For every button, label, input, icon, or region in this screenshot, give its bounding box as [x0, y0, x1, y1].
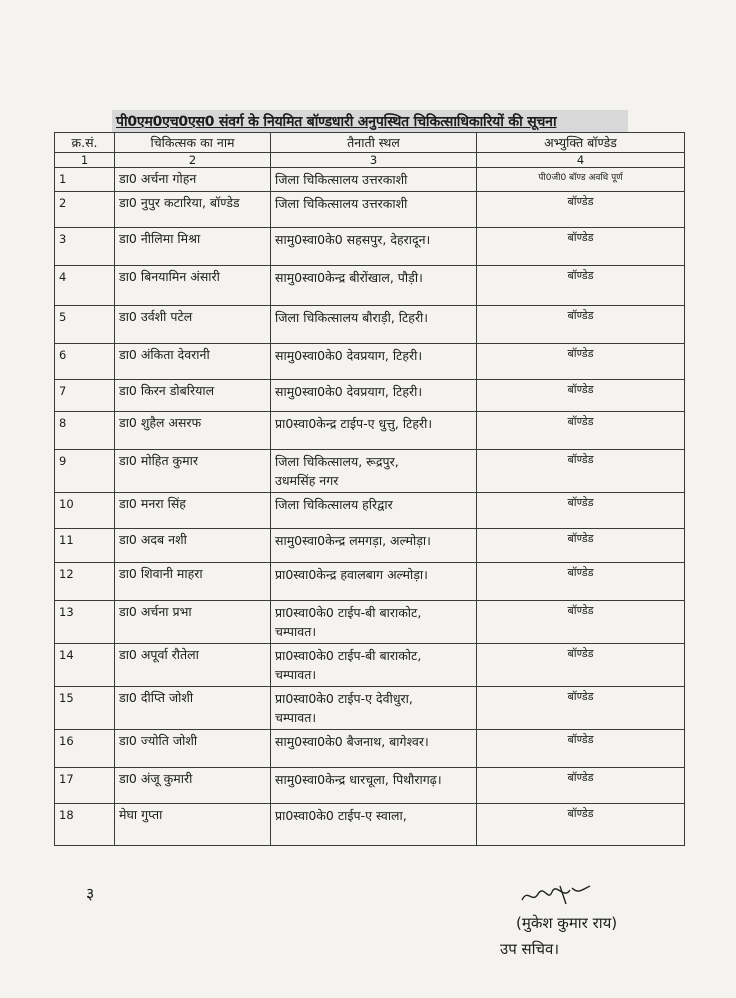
serial-cell: 7 [55, 380, 115, 412]
table-row [55, 687, 685, 730]
table-row [55, 380, 685, 412]
serial-cell: 15 [55, 687, 115, 730]
serial-cell: 11 [55, 529, 115, 563]
posting-cell [271, 306, 477, 344]
serial-cell: 18 [55, 804, 115, 846]
signatory-designation: उप सचिव। [500, 940, 560, 958]
status-cell: बॉण्डेड [477, 192, 685, 228]
serial-cell: 6 [55, 344, 115, 380]
table-header-row [55, 133, 685, 153]
posting-line: प्रा0स्वा0के0 टाईप-ए स्वाला, [275, 808, 407, 823]
posting-line: जिला चिकित्सालय बौराड़ी, टिहरी। [275, 310, 429, 325]
table-row [55, 228, 685, 266]
table-row [55, 344, 685, 380]
posting-line: सामु0स्वा0केन्द्र बीरोंखाल, पौड़ी। [275, 270, 423, 285]
serial-cell: 3 [55, 228, 115, 266]
header-remark: अभ्युक्ति बॉण्डेड [477, 133, 685, 153]
posting-line: जिला चिकित्सालय, रूद्रपुर, [275, 454, 399, 469]
serial-cell: 8 [55, 412, 115, 450]
column-number: 2 [115, 153, 271, 168]
posting-cell [271, 563, 477, 601]
doctor-name-cell: डा0 ज्योति जोशी [115, 730, 271, 768]
posting-line: जिला चिकित्सालय उत्तरकाशी [275, 172, 408, 187]
header-posting-place: तैनाती स्थल [271, 133, 477, 153]
posting-line: जिला चिकित्सालय हरिद्वार [275, 497, 393, 512]
doctor-name-cell: डा0 उर्वशी पटेल [115, 306, 271, 344]
serial-cell: 14 [55, 644, 115, 687]
table-row [55, 730, 685, 768]
table-row [55, 192, 685, 228]
serial-cell: 9 [55, 450, 115, 493]
table-row [55, 412, 685, 450]
posting-cell [271, 493, 477, 529]
posting-cell [271, 601, 477, 644]
doctor-name-cell: डा0 अर्चना प्रभा [115, 601, 271, 644]
table-row [55, 601, 685, 644]
posting-line: सामु0स्वा0केन्द्र लमगड़ा, अल्मोड़ा। [275, 533, 431, 548]
column-number: 4 [477, 153, 685, 168]
table-row [55, 563, 685, 601]
doctor-name-cell: डा0 दीप्ति जोशी [115, 687, 271, 730]
status-cell: बॉण्डेड [477, 529, 685, 563]
serial-cell: 17 [55, 768, 115, 804]
posting-line: सामु0स्वा0के0 सहसपुर, देहरादून। [275, 232, 431, 247]
status-cell: बॉण्डेड [477, 768, 685, 804]
table-row [55, 768, 685, 804]
posting-cell [271, 228, 477, 266]
column-number: 1 [55, 153, 115, 168]
doctor-name-cell: डा0 मोहित कुमार [115, 450, 271, 493]
column-number-row [55, 153, 685, 168]
posting-cell [271, 344, 477, 380]
status-cell: बॉण्डेड [477, 228, 685, 266]
doctor-name-cell: डा0 नीलिमा मिश्रा [115, 228, 271, 266]
doctor-name-cell: डा0 अपूर्वा रौतेला [115, 644, 271, 687]
table-row [55, 804, 685, 846]
doctor-name-cell: डा0 शिवानी माहरा [115, 563, 271, 601]
posting-cell [271, 168, 477, 192]
serial-cell: 4 [55, 266, 115, 306]
header-doctor-name: चिकित्सक का नाम [115, 133, 271, 153]
status-cell: बॉण्डेड [477, 450, 685, 493]
column-number: 3 [271, 153, 477, 168]
serial-cell: 10 [55, 493, 115, 529]
table-row [55, 306, 685, 344]
status-cell: बॉण्डेड [477, 412, 685, 450]
posting-line: प्रा0स्वा0के0 टाईप-ए देवीधुरा, [275, 691, 413, 706]
posting-line: सामु0स्वा0केन्द्र धारचूला, पिथौरागढ़। [275, 772, 442, 787]
serial-cell: 12 [55, 563, 115, 601]
serial-cell: 5 [55, 306, 115, 344]
posting-line: चम्पावत। [275, 667, 317, 682]
table-row [55, 493, 685, 529]
serial-cell: 1 [55, 168, 115, 192]
posting-cell [271, 687, 477, 730]
posting-line: उधमसिंह नगर [275, 473, 339, 488]
status-cell: बॉण्डेड [477, 730, 685, 768]
status-cell: बॉण्डेड [477, 687, 685, 730]
doctor-name-cell: डा0 नुपुर कटारिया, बॉण्डेड [115, 192, 271, 228]
posting-line: जिला चिकित्सालय उत्तरकाशी [275, 196, 408, 211]
status-cell: बॉण्डेड [477, 601, 685, 644]
status-cell: बॉण्डेड [477, 563, 685, 601]
posting-cell [271, 804, 477, 846]
doctor-name-cell: डा0 शुहैल असरफ [115, 412, 271, 450]
status-cell: बॉण्डेड [477, 804, 685, 846]
table-row [55, 529, 685, 563]
doctor-name-cell: मेघा गुप्ता [115, 804, 271, 846]
posting-cell [271, 266, 477, 306]
status-cell: बॉण्डेड [477, 380, 685, 412]
signature-scribble [520, 882, 596, 908]
doctor-name-cell: डा0 अर्चना गोहन [115, 168, 271, 192]
posting-line: सामु0स्वा0के0 देवप्रयाग, टिहरी। [275, 348, 423, 363]
table-row [55, 450, 685, 493]
table-row [55, 168, 685, 192]
posting-line: प्रा0स्वा0के0 टाईप-बी बाराकोट, [275, 648, 422, 663]
posting-cell [271, 644, 477, 687]
serial-cell: 13 [55, 601, 115, 644]
absent-doctors-table [54, 132, 685, 846]
posting-line: चम्पावत। [275, 624, 317, 639]
serial-cell: 2 [55, 192, 115, 228]
posting-cell [271, 192, 477, 228]
doctor-name-cell: डा0 अदब नशी [115, 529, 271, 563]
page-number: ३ [86, 884, 95, 903]
doctor-name-cell: डा0 मनरा सिंह [115, 493, 271, 529]
doctor-name-cell: डा0 अंजू कुमारी [115, 768, 271, 804]
signatory-name: (मुकेश कुमार राय) [516, 914, 618, 932]
table-row [55, 644, 685, 687]
doctor-name-cell: डा0 अंकिता देवरानी [115, 344, 271, 380]
page-title: पी0एम0एच0एस0 संवर्ग के नियमित बॉण्डधारी अनुपस्थित चिकित्साधिकारियों की सूचना [112, 110, 628, 133]
status-cell: बॉण्डेड [477, 644, 685, 687]
table-row [55, 266, 685, 306]
posting-line: सामु0स्वा0के0 देवप्रयाग, टिहरी। [275, 384, 423, 399]
posting-cell [271, 768, 477, 804]
header-serial: क्र.सं. [55, 133, 115, 153]
posting-line: प्रा0स्वा0केन्द्र हवालबाग अल्मोड़ा। [275, 567, 428, 582]
posting-cell [271, 412, 477, 450]
posting-line: सामु0स्वा0के0 बैजनाथ, बागेश्वर। [275, 734, 429, 749]
serial-cell: 16 [55, 730, 115, 768]
posting-cell [271, 730, 477, 768]
posting-cell [271, 380, 477, 412]
doctor-name-cell: डा0 किरन डोबरियाल [115, 380, 271, 412]
posting-line: प्रा0स्वा0केन्द्र टाईप-ए धुत्तु, टिहरी। [275, 416, 433, 431]
posting-cell [271, 529, 477, 563]
status-cell: बॉण्डेड [477, 344, 685, 380]
status-cell: बॉण्डेड [477, 306, 685, 344]
doctor-name-cell: डा0 बिनयामिन अंसारी [115, 266, 271, 306]
status-cell: बॉण्डेड [477, 266, 685, 306]
posting-line: चम्पावत। [275, 710, 317, 725]
posting-line: प्रा0स्वा0के0 टाईप-बी बाराकोट, [275, 605, 422, 620]
posting-cell [271, 450, 477, 493]
status-cell: बॉण्डेड [477, 493, 685, 529]
status-cell: पी0जी0 बॉण्ड अवधि पूर्ण [477, 168, 685, 192]
